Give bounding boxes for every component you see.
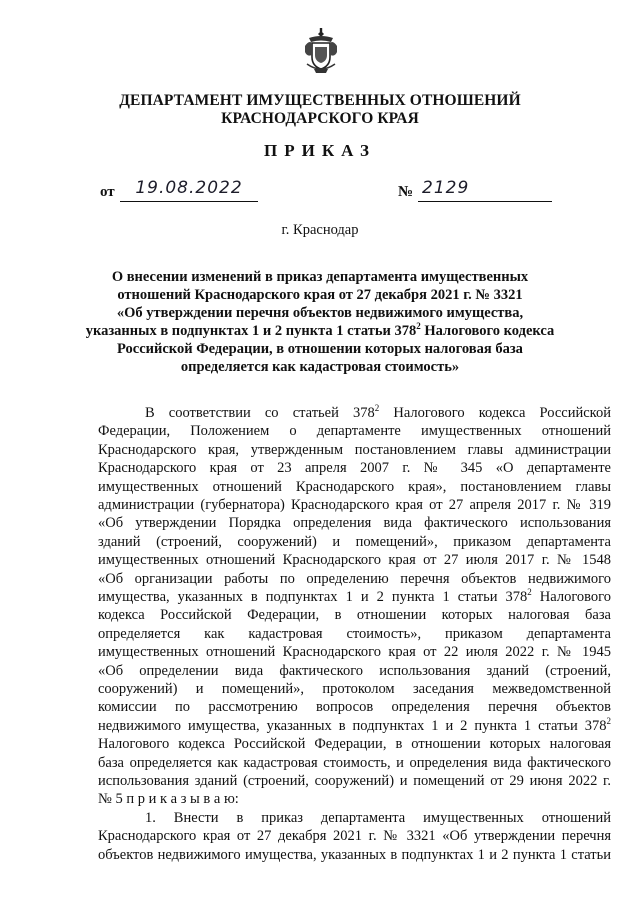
body-line: № 5 п р и к а з ы в а ю: <box>98 791 239 808</box>
subject-line: указанных в подпунктах 1 и 2 пункта 1 статьи $378^2$ Налогового кодекса <box>85 321 555 339</box>
date-underline <box>120 201 258 202</box>
body-line: недвижимого имущества, указанных в подпунктах 1 и 2 пункта 1 статьи $378^2$ <box>98 715 611 734</box>
number-handwritten-value: 2129 <box>422 178 470 198</box>
body-line: комиссии по рассмотрению вопросов определения перечня объектов <box>98 699 611 716</box>
date-label: от <box>100 184 115 200</box>
body-line: «Об определении вида фактического использования зданий (строений, <box>98 662 611 679</box>
number-underline <box>418 201 552 202</box>
body-line: администрации (губернатора) Краснодарского края от 27 апреля 2017 г. № 319 <box>98 497 611 513</box>
body-line: 1. Внести в приказ департамента имущественных отношений <box>145 809 611 826</box>
body-line: зданий (строений, сооружений) и помещений», приказом департамента <box>98 533 611 550</box>
body-line: сооружений) и помещений», протоколом заседания межведомственной <box>98 681 611 697</box>
superscript: 2 <box>416 321 421 331</box>
body-line: кодекса Российской Федерации, в отношении которых налоговая база <box>98 607 611 624</box>
body-line: имущества, указанных в подпунктах 1 и 2 пункта 1 статьи $378^2$ Налогового <box>98 587 611 605</box>
body-line: В соответствии со статьей $378^2$ Налогового кодекса Российской <box>145 403 611 421</box>
body-line: использования зданий (строений, сооружений) и помещений от 29 июня 2022 г. <box>98 773 611 789</box>
body-line: объектов недвижимого имущества, указанных в подпунктах 1 и 2 пункта 1 статьи <box>98 846 611 863</box>
coat-of-arms-icon <box>303 28 339 74</box>
body-line: Налогового кодекса Российской Федерации, в отношении которых налоговая <box>98 736 611 753</box>
body-line: Краснодарского края, утвержденным постановлением главы администрации <box>98 441 611 458</box>
body-line: имущественных отношений Краснодарского края от 22 июля 2022 г. № 1945 <box>98 644 611 661</box>
body-line: Федерации, Положением о департаменте имущественных отношений <box>98 423 611 440</box>
superscript: 2 <box>527 587 532 597</box>
body-line: имущественных отношений Краснодарского края», постановлением главы <box>98 478 611 495</box>
document-type-title: ПРИКАЗ <box>264 141 376 160</box>
number-label: № <box>398 184 414 200</box>
department-name-line2: КРАСНОДАРСКОГО КРАЯ <box>221 110 419 127</box>
body-line: Краснодарского края от 23 апреля 2007 г. № 345 «О департаменте <box>98 460 611 477</box>
city-line: г. Краснодар <box>281 222 359 238</box>
order-subject-heading <box>0 268 640 376</box>
subject-line: определяется как кадастровая стоимость» <box>180 359 460 375</box>
superscript: 2 <box>606 715 611 726</box>
department-name-line1: ДЕПАРТАМЕНТ ИМУЩЕСТВЕННЫХ ОТНОШЕНИЙ <box>119 92 521 109</box>
subject-line: «Об утверждении перечня объектов недвижимого имущества, <box>116 305 524 321</box>
subject-line: Российской Федерации, в отношении которых налоговая база <box>117 341 523 357</box>
subject-line: О внесении изменений в приказ департамента имущественных <box>111 269 529 285</box>
body-line: имущественных отношений Краснодарского края от 27 июля 2017 г. № 1548 <box>98 552 611 569</box>
subject-line: отношений Краснодарского края от 27 декабря 2021 г. № 3321 <box>117 287 523 303</box>
body-line: определяется как кадастровая стоимость», приказом департамента <box>98 625 611 642</box>
body-line: «Об утверждении Порядка определения вида фактического использования <box>98 515 611 532</box>
superscript: 2 <box>374 403 380 413</box>
body-line: база определяется как кадастровая стоимость, и определения вида фактического <box>98 754 611 771</box>
body-line: Краснодарского края от 27 декабря 2021 г. № 3321 «Об утверждении перечня <box>98 828 611 845</box>
date-handwritten-value: 19.08.2022 <box>135 178 243 198</box>
body-line: «Об организации работы по определению перечня объектов недвижимого <box>98 570 611 587</box>
